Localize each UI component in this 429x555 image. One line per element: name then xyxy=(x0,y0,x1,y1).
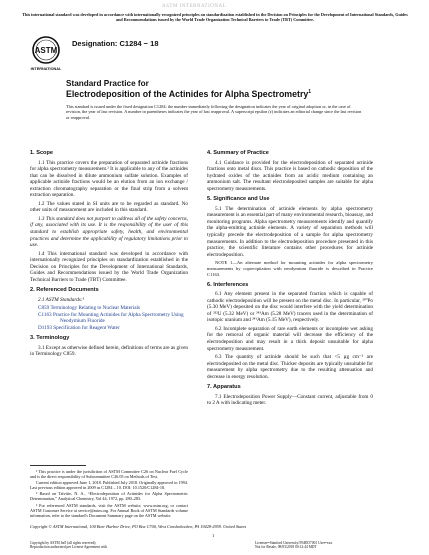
svg-text:INTERNATIONAL xyxy=(31,67,62,71)
section-heading: 4. Summary of Practice xyxy=(207,150,269,156)
footnote-divider xyxy=(30,465,86,466)
paragraph: 2.1 ASTM Standards:³ xyxy=(38,296,85,303)
footnote: ³ For referenced ASTM standards, visit the ASTM website, www.astm.org, or contact ASTM Customer Service at service@astm.org. For Annual Book of ASTM Standards volume information, refer to the standard's Document Summary page on the ASTM website. xyxy=(30,502,188,518)
paragraph: 1.1 This practice covers the preparation of separated actinide fractions for alpha spectrometry measurement.² It is applicable to any of the actinides that can be dissolved in dilute ammonium sulfate solution. Examples of applicable actinide fractions would be an elution from an ion exchange / extraction chromatography separation or the final strip from a solvent extraction separation. xyxy=(30,159,188,199)
paragraph: 1.4 This international standard was developed in accordance with internationally recognized principles on standardization established in the Decision on Principles for the Development of International Standards, Guides and Recommendations issued by the World Trade Organization Technical Barriers to Trade (TBT) Committee. xyxy=(30,250,188,283)
paragraph: 5.1 The determination of actinide elements by alpha spectrometry measurement is an essential part of many environmental research, bioassay, and monitoring programs. Alpha spectrometry measurements identify and quantify the alpha-emitting actinide elements. A variety of separation methods will typically precede the electrodeposition of a sample for alpha spectrometry measurements. In addition to the electrodeposition procedure presented in this practice, the scientific literature contains other procedures for actinide electrodeposition. xyxy=(207,205,373,258)
title-line1: Standard Practice for xyxy=(66,79,149,88)
logo-subtext: INTERNATIONAL xyxy=(30,67,62,71)
license-right: Licensee=Stanford University/5948557001 User=xxx Not for Resale, 08/03/2018 00:12:44 MDT xyxy=(255,541,333,550)
designation: Designation: C1284 − 18 xyxy=(72,39,159,48)
license-info xyxy=(30,541,420,550)
footnote: Current edition approved June 1, 2018. Published July 2018. Originally approved in 1994. Last previous edition approved in 2009 as C1284 – 10. DOI: 10.1520/C1284-18. xyxy=(30,480,188,491)
svg-text:ASTM xyxy=(35,46,58,55)
license-left: Copyright by ASTM Int'l (all rights reserved); Reproduction authorized per License Agreement with xyxy=(30,541,108,550)
footnote: ¹ This practice is under the jurisdiction of ASTM Committee C26 on Nuclear Fuel Cycle and is the direct responsibility of Subcommittee C26.05 on Methods of Test. xyxy=(30,469,188,480)
reference-link[interactable]: D1193 Specification for Reagent Water xyxy=(38,324,120,331)
standard-note: This standard is issued under the fixed designation C1284; the number immediately following the designation indicates the year of original adoption or, in the case of revision, the year of last revision. A number in parentheses indicates the year of last reapproval. A superscript epsilon (ε) indicates an editorial change since the last revision or reapproval. xyxy=(66,104,362,120)
section-heading: 5. Significance and Use xyxy=(207,196,270,203)
reference-link[interactable]: C1163 Practice for Mounting Actinides for Alpha Spectrometry Using Neodymium Fluoride xyxy=(38,311,184,325)
title-text: Electrodeposition of the Actinides for Alpha Spectrometry xyxy=(66,89,309,99)
section-heading: 6. Interferences xyxy=(207,281,249,288)
section-heading: 3. Terminology xyxy=(30,335,70,342)
top-notice: This international standard was developed in accordance with internationally recognized principles on standardization established in the Decision on Principles for the Development of International Standards, Guides and Recommendations issued by the World Trade Organization Technical Barriers to Trade (TBT) Committee. xyxy=(22,12,408,23)
section-heading: 1. Scope xyxy=(30,150,54,156)
paragraph: 6.2 Incomplete separation of rare earth elements or incomplete wet ashing for the removal of organic material will decrease the efficiency of the electrodeposition and may result in a thick deposit unsuitable for alpha spectrometry measurement. xyxy=(207,325,373,352)
paragraph: 7.1 Electrodeposition Power Supply—Constant current, adjustable from 0 to 2 A with indicating meter. xyxy=(207,393,373,407)
section-heading: 2. Referenced Documents xyxy=(30,287,99,294)
page-number: 1 xyxy=(212,533,215,538)
footnotes xyxy=(30,469,188,519)
paragraph: 3.1 Except as otherwise defined herein, definitions of terms are as given in Terminology C859. xyxy=(30,344,188,358)
paragraph: 1.2 The values stated in SI units are to be regarded as standard. No other units of measurement are included in this standard. xyxy=(30,200,188,214)
right-column xyxy=(207,150,373,409)
paragraph: 6.3 The quantity of actinide should be such that <5 µg cm⁻² are electrodeposited on the metal disc. Thicker deposits are typically unsuitable for measurement by alpha spectrometry due to the resulting attenuation and decrease in energy resolution. xyxy=(207,354,373,380)
reference-link[interactable]: C859 Terminology Relating to Nuclear Materials xyxy=(38,305,140,312)
paragraph: 4.1 Guidance is provided for the electrodeposition of separated actinide fractions onto metal discs. This practice is based on cathodic deposition of the hydrated oxides of the actinides from an acidic medium containing an ammonium salt. The resultant electrodeposited samples are suitable for alpha spectrometry measurements. xyxy=(207,159,373,192)
note: NOTE 1—An alternate method for mounting actinides for alpha spectrometry measurements by coprecipitation with neodymium fluoride is described in Practice C1163. xyxy=(207,260,373,277)
copyright: Copyright © ASTM International, 100 Barr Harbor Drive, PO Box C700, West Conshohocken, PA 19428-2959. United States xyxy=(30,524,247,529)
paragraph: 6.1 Any element present in the separated fraction which is capable of cathodic electrodeposition will be present on the metal disc. In particular, ²¹⁰Po (5.30 MeV) deposited on the disc would interfere with the yield determination of ²³²U (5.32 MeV) or ²⁴³Am (5.28 MeV) tracers used in the determination of isotopic uranium and ²⁴¹Am (5.15 MeV), respectively. xyxy=(207,291,373,324)
astm-logo-icon xyxy=(30,35,62,75)
section-heading: 7. Apparatus xyxy=(207,384,241,391)
title-footnote-mark: 1 xyxy=(308,89,312,96)
logo-text: ASTM xyxy=(34,46,58,55)
watermark: ASTM INTERNATIONAL xyxy=(162,4,227,9)
title-line2 xyxy=(66,89,366,99)
left-column xyxy=(30,150,188,360)
paragraph: 1.3 This standard does not purport to address all of the safety concerns, if any, associated with its use. It is the responsibility of the user of this standard to establish appropriate safety, health, and environmental practices and determine the applicability of regulatory limitations prior to use. xyxy=(30,215,188,249)
footnote: ² Based on Talvitie, N. A., “Electrodeposition of Actinides for Alpha Spectrometric Determination,” Analytical Chemistry, Vol 44, 1972, pp. 280–283. xyxy=(30,491,188,502)
